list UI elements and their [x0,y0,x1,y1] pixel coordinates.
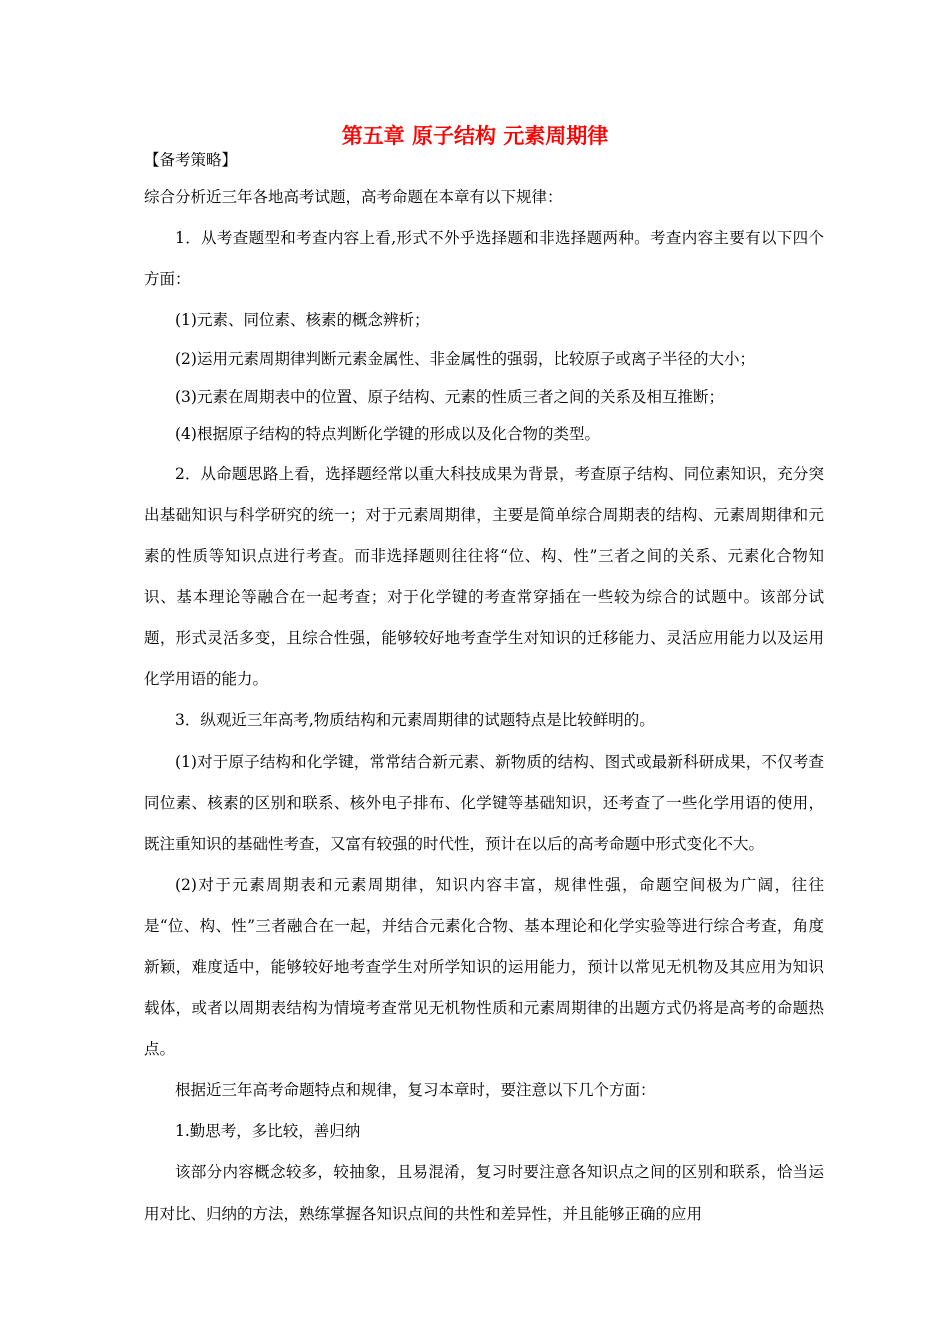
paragraph-review-body-1: 该部分内容概念较多，较抽象，且易混淆，复习时要注意各知识点之间的区别和联系，恰当运用对比、归纳的方法，熟练掌握各知识点间的共性和差异性，并且能够正确的应用 [144,1163,824,1223]
paragraph-point-3-item-1: (1)对于原子结构和化学键，常常结合新元素、新物质的结构、图式或最新科研成果，不仅考查同位素、核素的区别和联系、核外电子排布、化学键等基础知识，还考查了一些化学用语的使用，既注重知识的基础性考查，又富有较强的时代性，预计在以后的高考命题中形式变化不大。 [144,752,824,853]
chapter-title: 第五章 原子结构 元素周期律 [341,124,609,148]
paragraph-point-3: 3．纵观近三年高考,物质结构和元素周期律的试题特点是比较鲜明的。 [175,711,655,730]
paragraph-point-1: 1．从考查题型和考查内容上看,形式不外乎选择题和非选择题两种。考查内容主要有以下四个方面： [144,229,824,289]
body-text [144,177,824,1235]
paragraph-review-intro: 根据近三年高考命题特点和规律，复习本章时，要注意以下几个方面： [175,1081,656,1100]
paragraph-point-1-item-1: (1)元素、同位素、核素的概念辨析； [175,311,430,330]
paragraph-intro: 综合分析近三年各地高考试题，高考命题在本章有以下规律： [144,188,563,206]
paragraph-point-1-item-2: (2)运用元素周期律判断元素金属性、非金属性的强弱，比较原子或离子半径的大小； [175,350,755,369]
paragraph-review-heading-1: 1.勤思考，多比较，善归纳 [175,1122,361,1141]
section-label: 【备考策略】 [144,151,238,169]
paragraph-point-1-item-4: (4)根据原子结构的特点判断化学键的形成以及化合物的类型。 [175,425,600,444]
paragraph-point-3-item-2: (2)对于元素周期表和元素周期律，知识内容丰富，规律性强，命题空间极为广阔，往往是“位、构、性”三者融合在一起，并结合元素化合物、基本理论和化学实验等进行综合考查，角度新颖，难度适中，能够较好地考查学生对所学知识的运用能力，预计以常见无机物及其应用为知识载体，或者以周期表结构为情境考查常见无机物性质和元素周期律的出题方式仍将是高考的命题热点。 [144,875,824,1059]
paragraph-point-2: 2．从命题思路上看，选择题经常以重大科技成果为背景，考查原子结构、同位素知识，充分突出基础知识与科学研究的统一；对于元素周期律，主要是简单综合周期表的结构、元素周期律和元素的性质等知识点进行考查。而非选择题则往往将“位、构、性”三者之间的关系、元素化合物知识、基本理论等融合在一起考查；对于化学键的考查常穿插在一些较为综合的试题中。该部分试题，形式灵活多变，且综合性强，能够较好地考查学生对知识的迁移能力、灵活应用能力以及运用化学用语的能力。 [144,464,824,689]
paragraph-point-1-item-3: (3)元素在周期表中的位置、原子结构、元素的性质三者之间的关系及相互推断； [175,387,724,406]
